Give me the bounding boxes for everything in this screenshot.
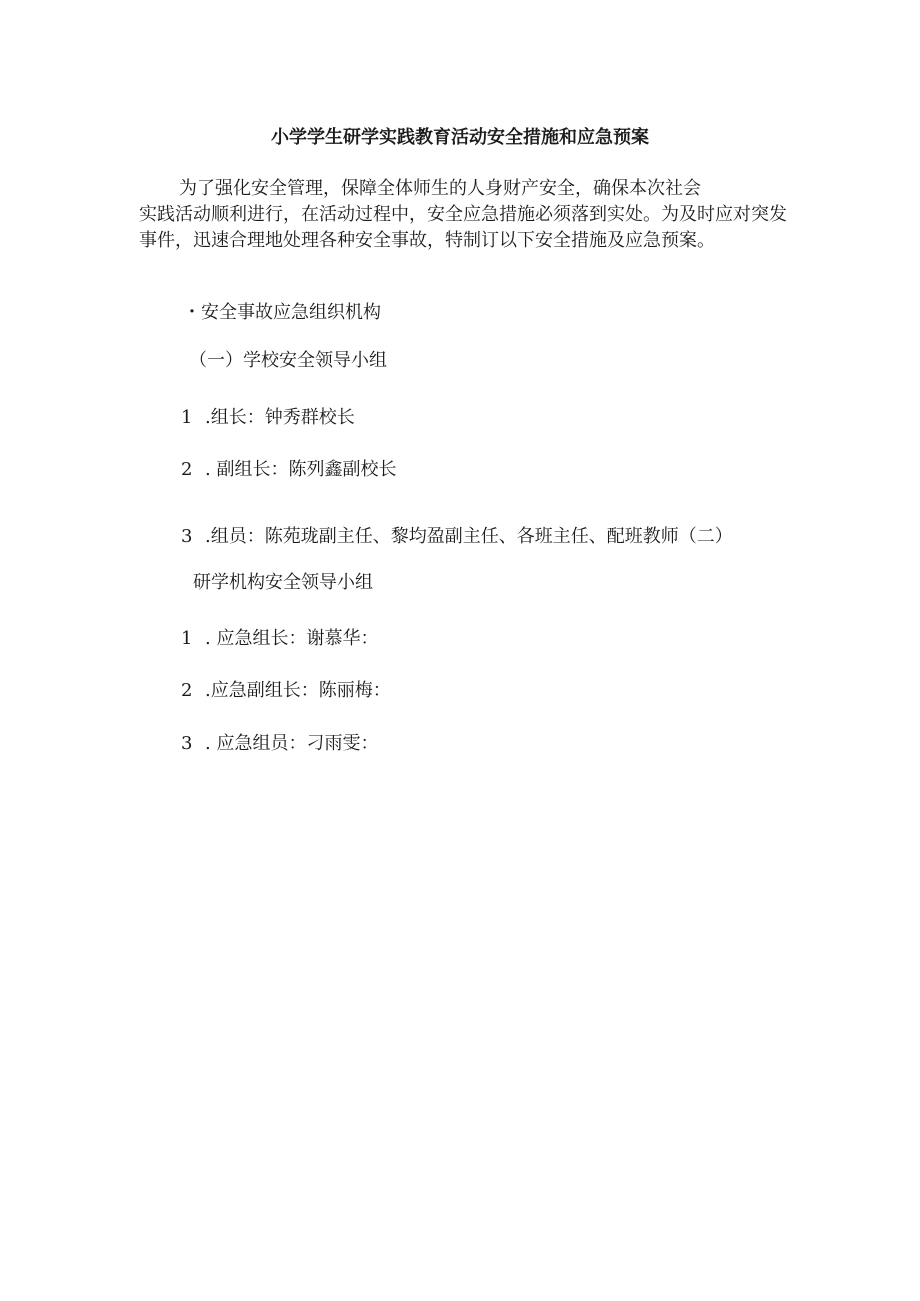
intro-line-1: 为了强化安全管理，保障全体师生的人身财产安全，确保本次社会 — [179, 178, 701, 199]
agency-group-item — [181, 626, 378, 652]
item-number: 2 — [181, 680, 193, 701]
school-group-item — [181, 405, 355, 431]
intro-rest: 实践活动顺利进行，在活动过程中，安全应急措施必须落到实处。为及时应对突发事件，迅速合理地处理各种安全事故，特制订以下安全措施及应急预案。 — [139, 204, 787, 251]
subsection-school-heading: （一）学校安全领导小组 — [189, 350, 387, 371]
item-number: 1 — [181, 407, 193, 428]
agency-group-item — [181, 678, 391, 704]
school-group-item — [181, 457, 396, 483]
agency-group-item — [181, 731, 378, 757]
item-text: . 应急组员：刁雨雯： — [205, 733, 379, 754]
item-number: 3 — [181, 733, 193, 754]
subsection-agency-heading: 研学机构安全领导小组 — [193, 572, 373, 593]
item-text: .组长：钟秀群校长 — [205, 407, 355, 428]
item-text: . 副组长：陈列鑫副校长 — [205, 459, 397, 480]
school-group-item — [181, 524, 733, 550]
item-text: .应急副组长：陈丽梅： — [205, 680, 391, 701]
section-heading: ・安全事故应急组织机构 — [183, 302, 381, 323]
intro-paragraph — [139, 176, 787, 254]
item-text: .组员：陈苑珑副主任、黎均盈副主任、各班主任、配班教师（二） — [205, 526, 733, 547]
item-number: 1 — [181, 628, 193, 649]
item-text: . 应急组长：谢慕华： — [205, 628, 379, 649]
document-title: 小学学生研学实践教育活动安全措施和应急预案 — [271, 127, 649, 148]
item-number: 2 — [181, 459, 193, 480]
item-number: 3 — [181, 526, 193, 547]
